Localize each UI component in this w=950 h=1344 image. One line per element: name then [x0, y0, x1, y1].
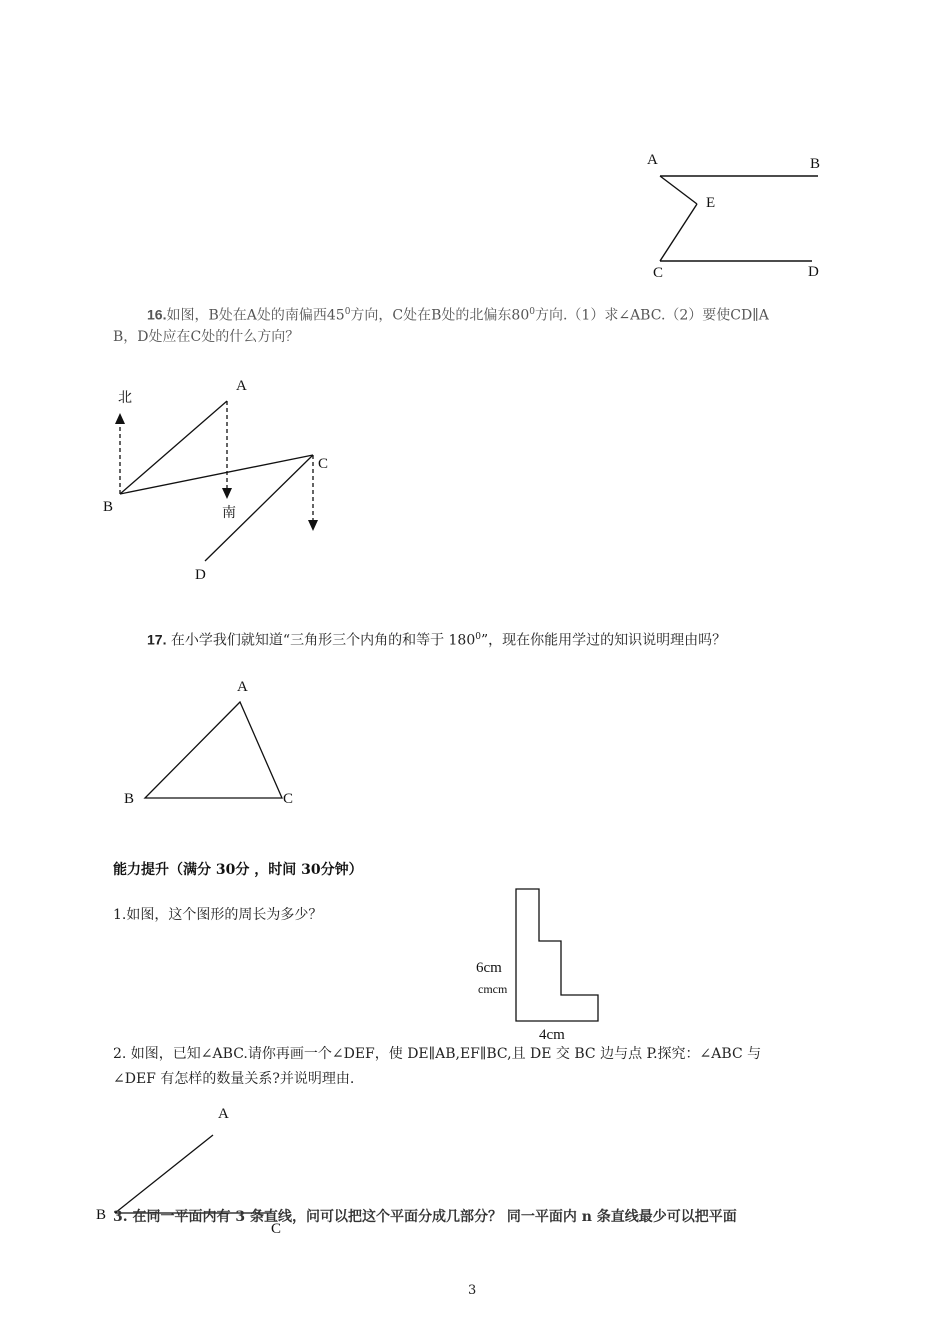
section-title: 能力提升（满分 30分 ，时间 30分钟） — [113, 862, 363, 878]
point-label-a: A — [218, 1106, 229, 1122]
north-label: 北 — [118, 390, 132, 406]
point-label-c: C — [283, 791, 294, 807]
p2-line1: 2. 如图，已知∠ABC.请你再画一个∠DEF，使 DE∥AB,EF∥BC,且 DE 交 BC 边与点 P.探究：∠ABC 与 — [113, 1046, 762, 1062]
point-label-a: A — [237, 679, 248, 695]
q17-line1: 17. 在小学我们就知道“三角形三个内角的和等于 $180^0$”，现在你能用学过的知识说明理由吗？ — [147, 631, 727, 649]
point-label-c: C — [653, 265, 664, 281]
point-label-c: C — [318, 456, 329, 472]
point-label-e: E — [706, 195, 716, 211]
point-label-b: B — [103, 499, 114, 515]
page-number: 3 — [468, 1283, 477, 1298]
south-label: 南 — [222, 505, 236, 521]
point-label-d: D — [808, 264, 819, 280]
point-label-d: D — [195, 567, 206, 583]
p3-text: 3. 在同一平面内有 3 条直线，问可以把这个平面分成几部分？ 同一平面内 n 条直线最少可以把平面 — [113, 1209, 737, 1225]
q16-line2: B，D处应在C处的什么方向？ — [113, 329, 300, 345]
point-label-b: B — [124, 791, 135, 807]
point-label-a: A — [647, 152, 658, 168]
point-label-b: B — [810, 156, 821, 172]
height-label: 6cm — [476, 960, 502, 976]
p1-text: 1.如图，这个图形的周长为多少？ — [113, 907, 323, 923]
point-label-c: C — [271, 1221, 282, 1237]
q17-number: 17. — [147, 631, 167, 648]
q16-number: 16. — [147, 306, 167, 323]
p2-line2: ∠DEF 有怎样的数量关系?并说明理由. — [113, 1071, 355, 1087]
width-label: 4cm — [539, 1027, 565, 1043]
q16-line1: 16.如图，B处在A处的南偏西$45^0$方向，C处在B处的北偏东$80^0$方向.（1）求∠ABC.（2）要使CD∥A — [147, 306, 769, 324]
point-label-a: A — [236, 378, 247, 394]
point-label-b: B — [96, 1207, 107, 1223]
height-sublabel: cmcm — [478, 982, 508, 996]
